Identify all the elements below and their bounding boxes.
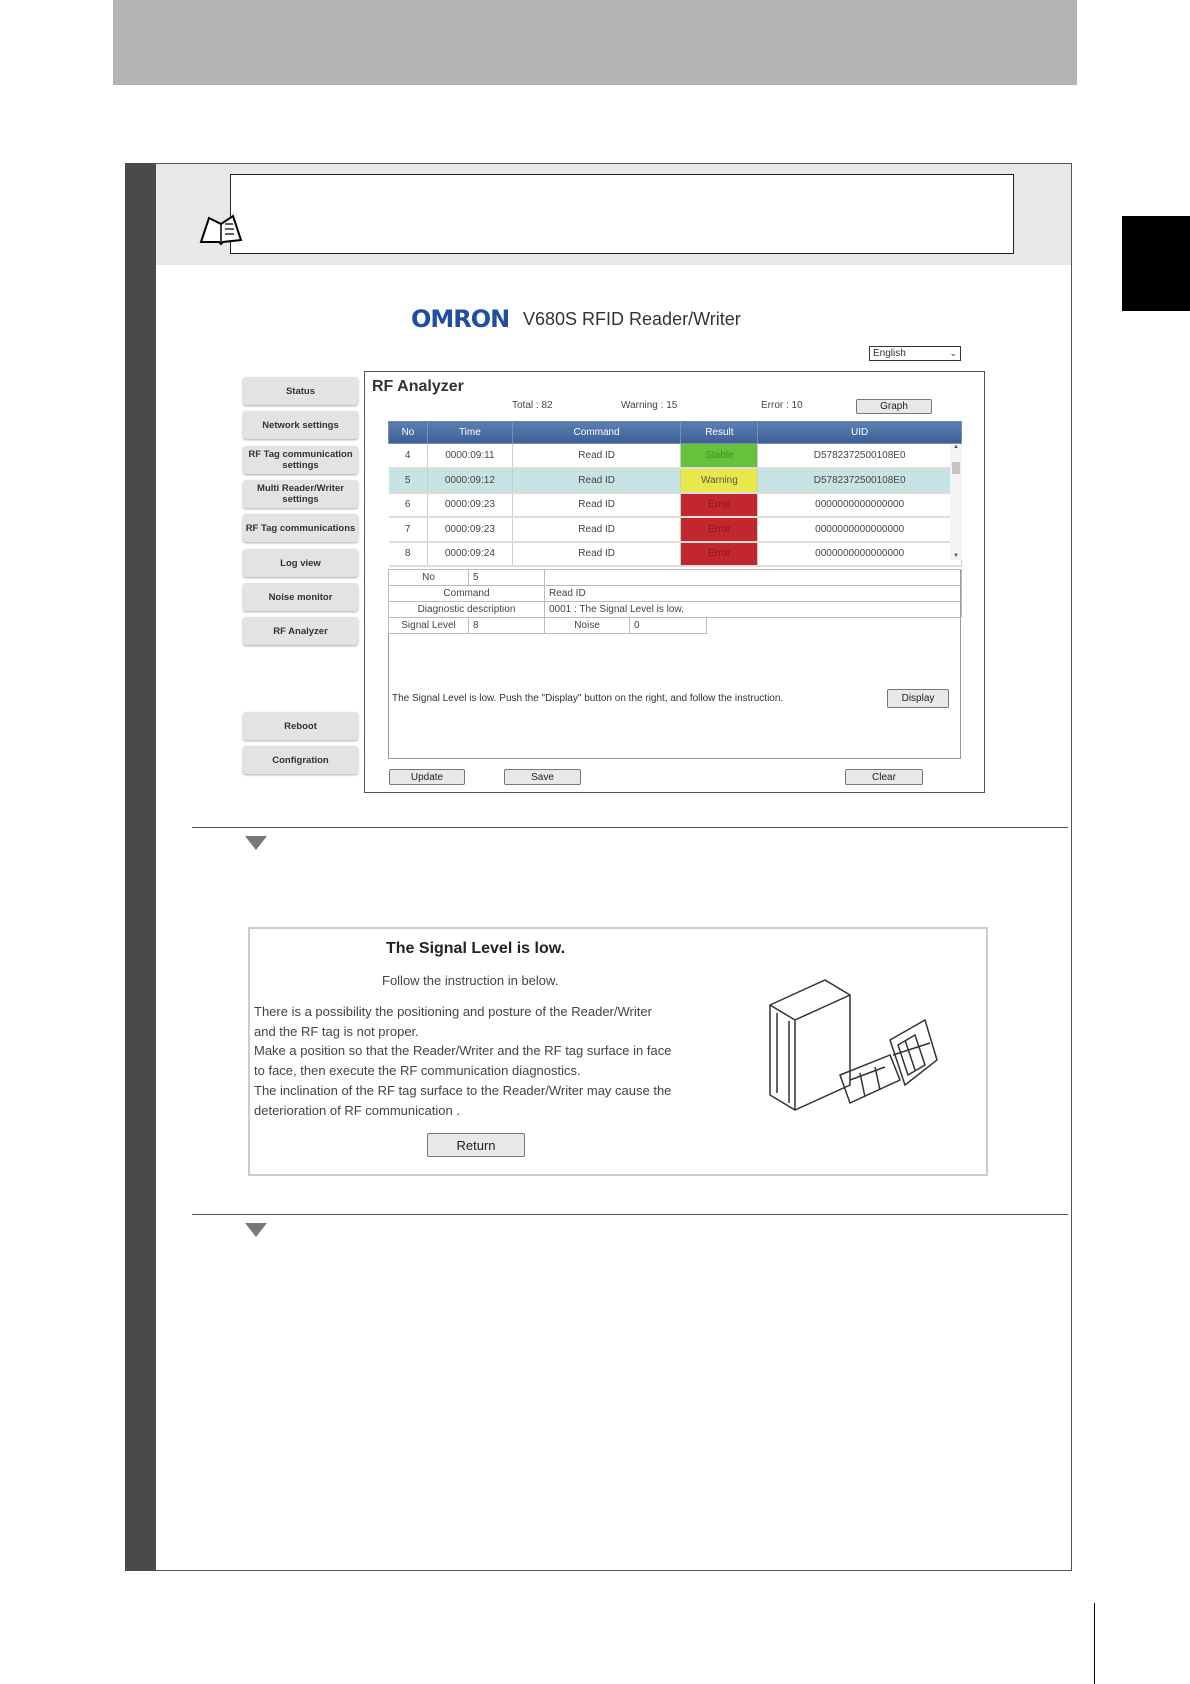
scroll-thumb[interactable] — [952, 462, 960, 474]
cell-time: 0000:09:24 — [427, 542, 512, 567]
book-reference-icon — [199, 210, 243, 246]
detail-command: Read ID — [545, 586, 962, 602]
language-select[interactable] — [869, 346, 961, 361]
instruction-text — [254, 1002, 724, 1120]
detail-no: 5 — [469, 570, 545, 586]
cell-time: 0000:09:12 — [427, 468, 512, 493]
cell-no: 4 — [389, 444, 428, 469]
cell-result: Error — [681, 517, 758, 542]
col-uid[interactable]: UID — [758, 422, 962, 444]
page-header-band — [113, 0, 1077, 85]
col-command[interactable]: Command — [512, 422, 681, 444]
instruction-line: and the RF tag is not proper. — [254, 1023, 419, 1039]
chapter-tab — [1122, 216, 1190, 311]
table-row[interactable] — [389, 468, 962, 493]
graph-button[interactable]: Graph — [856, 399, 932, 414]
step-arrow-icon — [245, 1223, 267, 1237]
clear-button[interactable]: Clear — [845, 769, 923, 785]
table-row[interactable] — [389, 517, 962, 542]
instruction-subtitle: Follow the instruction in below. — [382, 973, 559, 988]
col-result[interactable]: Result — [681, 422, 758, 444]
cell-uid: 0000000000000000 — [758, 542, 962, 567]
cell-time: 0000:09:11 — [427, 444, 512, 469]
nav-rf-analyzer[interactable]: RF Analyzer — [243, 617, 358, 645]
cell-command: Read ID — [512, 468, 681, 493]
error-count: Error : 10 — [761, 400, 803, 411]
results-table — [388, 421, 962, 567]
nav-configuration[interactable]: Configration — [243, 746, 358, 774]
table-row[interactable] — [389, 444, 962, 469]
scroll-up-icon[interactable]: ▲ — [953, 444, 959, 450]
cell-result: Warning — [681, 468, 758, 493]
detail-noise: 0 — [630, 618, 707, 634]
nav-rf-tag-communications[interactable]: RF Tag communications — [243, 514, 358, 542]
cell-no: 6 — [389, 493, 428, 518]
instruction-line: to face, then execute the RF communication diagnostics. — [254, 1063, 581, 1079]
omron-logo: OMRON — [411, 305, 510, 333]
detail-no-label: No — [389, 570, 469, 586]
instruction-title: The Signal Level is low. — [386, 940, 566, 957]
nav-network-settings[interactable]: Network settings — [243, 411, 358, 439]
cell-command: Read ID — [512, 542, 681, 567]
save-button[interactable]: Save — [504, 769, 581, 785]
instruction-line: Make a position so that the Reader/Writer and the RF tag surface in face — [254, 1043, 672, 1059]
nav-noise-monitor[interactable]: Noise monitor — [243, 583, 358, 611]
step-divider — [192, 827, 1068, 828]
table-scrollbar[interactable] — [950, 444, 962, 560]
reference-box — [230, 174, 1014, 254]
nav-log-view[interactable]: Log view — [243, 549, 358, 577]
instruction-line: The inclination of the RF tag surface to the Reader/Writer may cause the — [254, 1082, 672, 1098]
cell-command: Read ID — [512, 517, 681, 542]
detail-table — [388, 569, 962, 634]
step-divider — [192, 1214, 1068, 1215]
detail-diag-label: Diagnostic description — [389, 602, 545, 618]
cell-result: Error — [681, 542, 758, 567]
cell-uid: 0000000000000000 — [758, 493, 962, 518]
cell-result: Stable — [681, 444, 758, 469]
nav-status[interactable]: Status — [243, 377, 358, 405]
detail-signal-label: Signal Level — [389, 618, 469, 634]
detail-noise-label: Noise — [545, 618, 630, 634]
cell-uid: D5782372500108E0 — [758, 468, 962, 493]
cell-time: 0000:09:23 — [427, 493, 512, 518]
warning-count: Warning : 15 — [621, 400, 678, 411]
table-row[interactable] — [389, 542, 962, 567]
instruction-line: There is a possibility the positioning and posture of the Reader/Writer — [254, 1004, 652, 1019]
nav-reboot[interactable]: Reboot — [243, 712, 358, 740]
cell-command: Read ID — [512, 493, 681, 518]
detail-signal: 8 — [469, 618, 545, 634]
scroll-down-icon[interactable]: ▼ — [953, 553, 959, 559]
language-value: English — [873, 348, 906, 359]
update-button[interactable]: Update — [389, 769, 465, 785]
nav-multi-reader-writer-settings[interactable]: Multi Reader/Writer settings — [243, 480, 358, 508]
chevron-down-icon: ⌄ — [949, 348, 957, 358]
detail-diag: 0001 : The Signal Level is low. — [545, 602, 962, 618]
instruction-line: deterioration of RF communication . — [254, 1102, 460, 1118]
cell-command: Read ID — [512, 444, 681, 469]
diagnostic-message: The Signal Level is low. Push the "Display" button on the right, and follow the instruction. — [392, 693, 784, 704]
cell-result: Error — [681, 493, 758, 518]
app-title: V680S RFID Reader/Writer — [523, 309, 741, 329]
cell-uid: 0000000000000000 — [758, 517, 962, 542]
panel-title: RF Analyzer — [372, 378, 464, 395]
return-button[interactable]: Return — [427, 1133, 525, 1157]
cell-no: 5 — [389, 468, 428, 493]
cell-time: 0000:09:23 — [427, 517, 512, 542]
cell-no: 8 — [389, 542, 428, 567]
page-edge-line — [1094, 1603, 1095, 1684]
nav-rf-tag-communication-settings[interactable]: RF Tag communication settings — [243, 446, 358, 474]
col-time[interactable]: Time — [427, 422, 512, 444]
reader-writer-illustration — [765, 975, 940, 1115]
detail-command-label: Command — [389, 586, 545, 602]
display-button[interactable]: Display — [887, 689, 949, 708]
content-side-bar — [125, 163, 156, 1571]
total-count: Total : 82 — [512, 400, 553, 411]
cell-no: 7 — [389, 517, 428, 542]
table-row[interactable] — [389, 493, 962, 518]
step-arrow-icon — [245, 836, 267, 850]
col-no[interactable]: No — [389, 422, 428, 444]
cell-uid: D5782372500108E0 — [758, 444, 962, 469]
